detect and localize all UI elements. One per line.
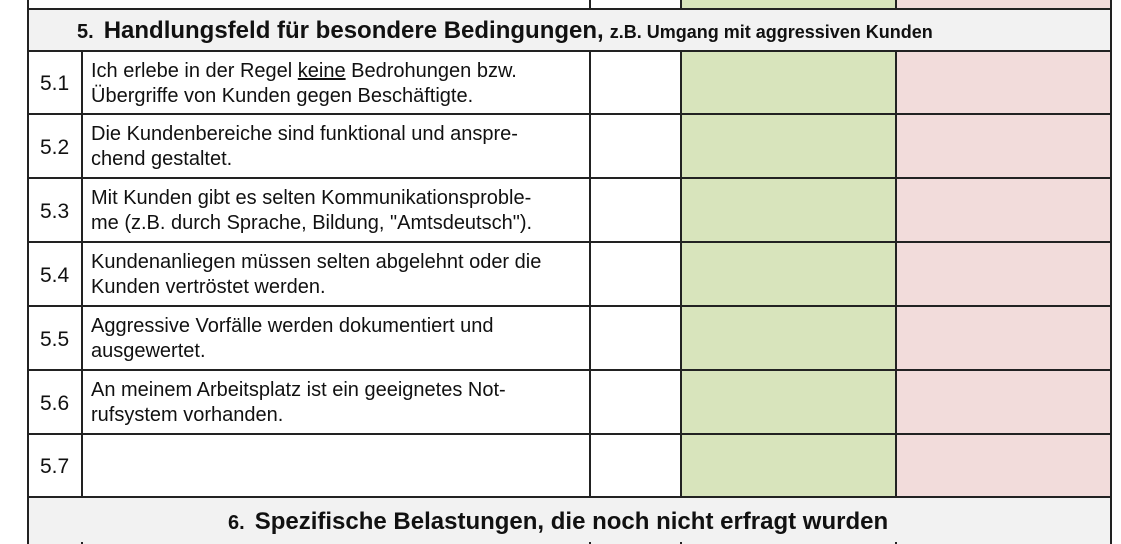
statement-line: rufsystem vorhanden. [91,404,284,426]
row-number: 5.2 [40,136,70,159]
section6-number: 6. [228,512,245,534]
divider [27,0,29,544]
section5-title: Handlungsfeld für besondere Bedingungen, [103,17,604,44]
statement-line: An meinem Arbeitsplatz ist ein geeignetes Not- [91,379,506,401]
statement-line: Kundenanliegen müssen selten abgelehnt oder die [91,251,542,273]
answer-cell[interactable] [591,243,680,305]
statement-line: Aggressive Vorfälle werden dokumentiert und [91,315,494,337]
answer-cell[interactable] [591,307,680,369]
divider [28,305,1112,307]
statement-line: chend gestaltet. [91,148,233,170]
statement-text: Ich erlebe in der Regel [91,60,298,82]
row-number: 5.1 [40,72,70,95]
divider [28,177,1112,179]
statement-line: Die Kundenbereiche sind funktional und anspre- [91,123,518,145]
answer-cell[interactable] [591,179,680,241]
divider [895,50,897,498]
section5-subtitle: z.B. Umgang mit aggressiven Kunden [609,22,933,42]
divider [680,50,682,498]
divider [28,496,1112,498]
row-statement [91,314,493,364]
divider [680,0,682,8]
divider [1110,0,1112,544]
divider [28,8,1112,10]
row-statement [91,250,541,300]
statement-line: me (z.B. durch Sprache, Bildung, "Amtsdeutsch"). [91,212,533,234]
row-number: 5.3 [40,200,70,223]
divider [28,369,1112,371]
row-number: 5.7 [40,455,70,478]
green-column [682,0,896,544]
statement-text: Bedrohungen bzw. [345,60,517,82]
statement-line: Mit Kunden gibt es selten Kommunikationsproble- [91,187,532,209]
row-statement [91,378,506,428]
statement-line [91,59,517,84]
row-number: 5.6 [40,392,70,415]
red-column [897,0,1111,544]
row-statement [91,122,518,172]
section5-number: 5. [77,21,94,43]
answer-cell[interactable] [591,52,680,113]
divider [28,113,1112,115]
divider [28,50,1112,52]
divider [589,0,591,8]
section6-heading [228,508,888,536]
section6-title: Spezifische Belastungen, die noch nicht erfragt wurden [254,508,889,535]
divider [28,241,1112,243]
statement-line: Übergriffe von Kunden gegen Beschäftigte. [91,85,474,107]
statement-line: Kunden vertröstet werden. [91,276,326,298]
section5-heading [77,17,933,45]
divider [895,0,897,8]
row-statement [91,59,517,109]
statement-line: ausgewertet. [91,340,206,362]
row-number: 5.5 [40,328,70,351]
custom-statement-field[interactable] [83,435,589,496]
answer-cell[interactable] [591,371,680,433]
divider [81,50,83,498]
answer-cell[interactable] [591,435,680,496]
answer-cell[interactable] [591,115,680,177]
row-number: 5.4 [40,264,70,287]
row-statement [91,186,532,236]
emphasis-text: keine [297,60,346,82]
